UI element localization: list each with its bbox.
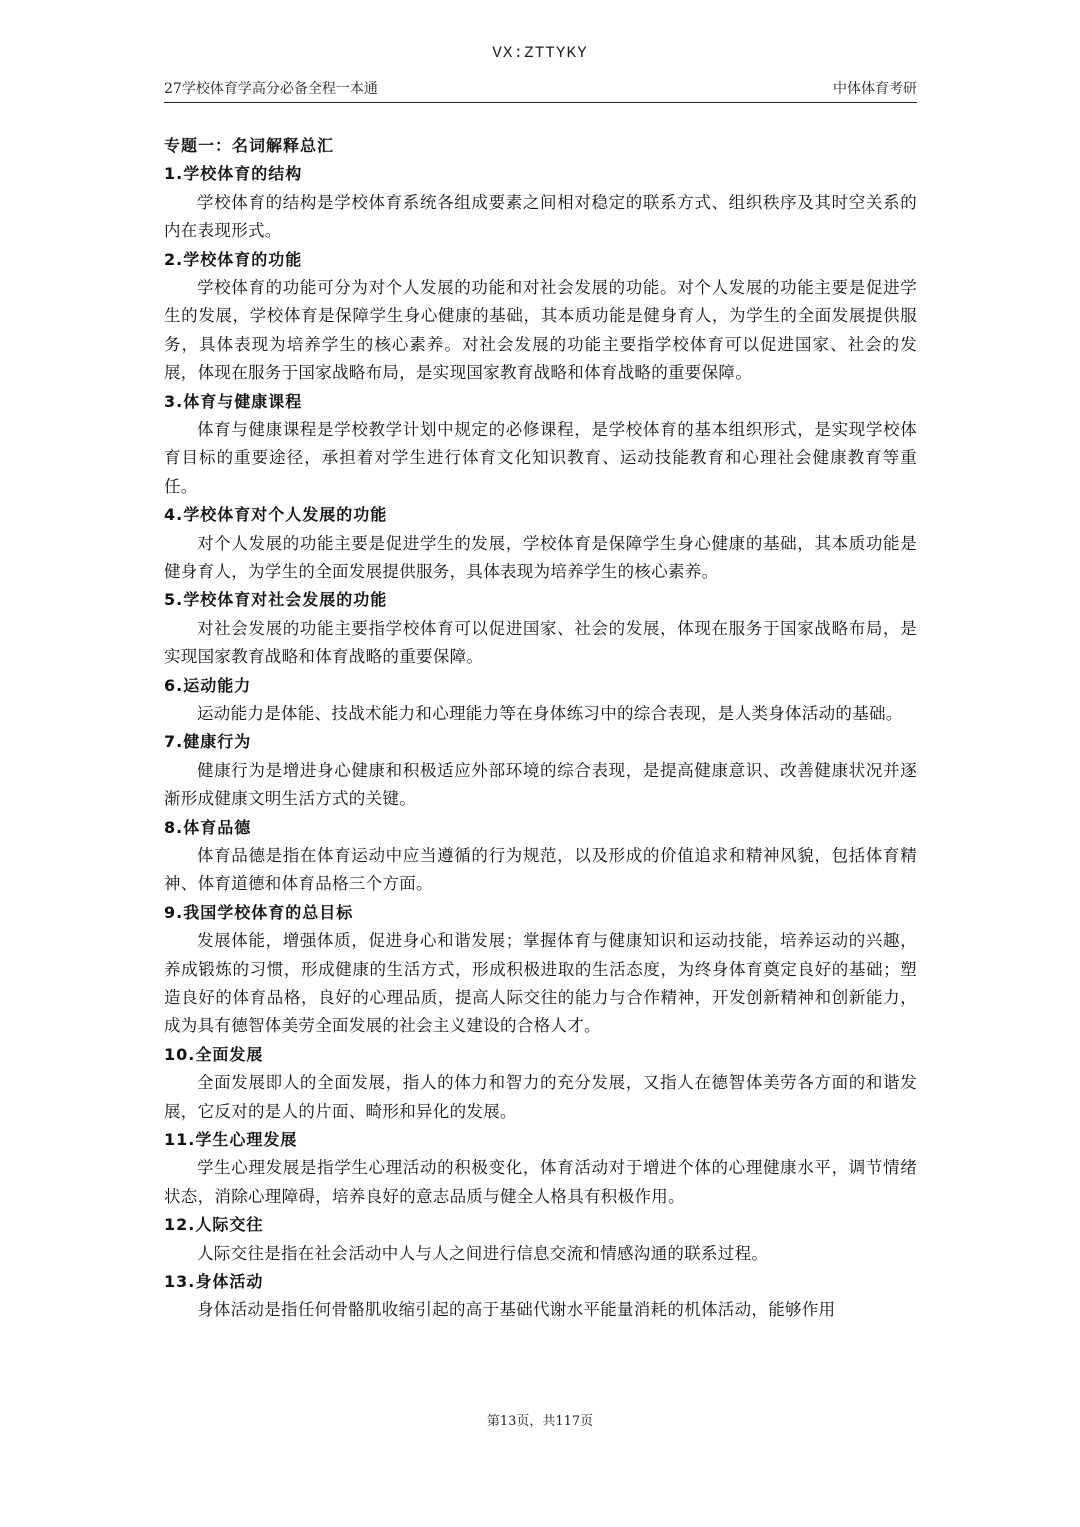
term-heading: 2.学校体育的功能 <box>164 249 303 269</box>
publisher-name: 中体体育考研 <box>833 81 917 97</box>
term-definition: 体育与健康课程是学校教学计划中规定的必修课程，是学校体育的基本组织形式，是实现学校体育目标的重要途径，承担着对学生进行体育文化知识教育、运动技能教育和心理社会健康教育等重任。 <box>164 420 917 496</box>
term-heading: 9.我国学校体育的总目标 <box>164 902 354 922</box>
term-entry <box>164 1041 917 1126</box>
term-definition: 学生心理发展是指学生心理活动的积极变化，体育活动对于增进个体的心理健康水平，调节情绪状态，消除心理障碍，培养良好的意志品质与健全人格具有积极作用。 <box>164 1158 917 1206</box>
watermark: VX:ZTTYKY <box>492 44 588 62</box>
term-heading: 1.学校体育的结构 <box>164 164 303 184</box>
book-title: 27学校体育学高分必备全程一本通 <box>164 81 378 97</box>
term-entry <box>164 388 917 502</box>
term-entry <box>164 1126 917 1211</box>
term-entry <box>164 728 917 813</box>
term-entry <box>164 246 917 388</box>
term-heading: 6.运动能力 <box>164 675 252 695</box>
term-definition: 体育品德是指在体育运动中应当遵循的行为规范，以及形成的价值追求和精神风貌，包括体育精神、体育道德和体育品格三个方面。 <box>164 846 917 894</box>
page-content <box>164 132 917 1325</box>
term-entry <box>164 672 917 729</box>
term-definition: 运动能力是体能、技战术能力和心理能力等在身体练习中的综合表现，是人类身体活动的基础。 <box>197 704 903 724</box>
term-definition: 身体活动是指任何骨骼肌收缩引起的高于基础代谢水平能量消耗的机体活动，能够作用 <box>197 1300 836 1320</box>
term-heading: 10.全面发展 <box>164 1044 264 1064</box>
term-entry <box>164 586 917 671</box>
term-heading: 11.学生心理发展 <box>164 1130 298 1150</box>
term-definition: 对个人发展的功能主要是促进学生的发展，学校体育是保障学生身心健康的基础，其本质功能是健身育人，为学生的全面发展提供服务，具体表现为培养学生的核心素养。 <box>164 533 917 582</box>
term-definition: 人际交往是指在社会活动中人与人之间进行信息交流和情感沟通的联系过程。 <box>197 1243 769 1263</box>
term-definition: 健康行为是增进身心健康和积极适应外部环境的综合表现，是提高健康意识、改善健康状况并逐渐形成健康文明生活方式的关键。 <box>164 760 917 809</box>
term-heading: 5.学校体育对社会发展的功能 <box>164 590 388 610</box>
term-entry <box>164 501 917 586</box>
page-number: 第13页，共117页 <box>486 1414 594 1429</box>
term-entry <box>164 1268 917 1325</box>
term-definition: 学校体育的功能可分为对个人发展的功能和对社会发展的功能。对个人发展的功能主要是促进学生的发展，学校体育是保障学生身心健康的基础，其本质功能是健身育人，为学生的全面发展提供服务，具体表现为培养学生的核心素养。对社会发展的功能主要指学校体育可以促进国家、社会的发展，体现在服务于国家战略布局，是实现国家教育战略和体育战略的重要保障。 <box>164 277 917 383</box>
term-definition: 发展体能，增强体质，促进身心和谐发展；掌握体育与健康知识和运动技能，培养运动的兴趣，养成锻炼的习惯，形成健康的生活方式，形成积极进取的生活态度，为终身体育奠定良好的基础；塑造良好的体育品格，良好的心理品质，提高人际交往的能力与合作精神，开发创新精神和创新能力，成为具有德智体美劳全面发展的社会主义建设的合格人才。 <box>164 931 917 1036</box>
term-heading: 7.健康行为 <box>164 732 252 752</box>
term-heading: 13.身体活动 <box>164 1272 264 1292</box>
term-definition: 对社会发展的功能主要指学校体育可以促进国家、社会的发展，体现在服务于国家战略布局，是实现国家教育战略和体育战略的重要保障。 <box>164 618 917 667</box>
term-entry <box>164 160 917 245</box>
term-heading: 3.体育与健康课程 <box>164 391 303 411</box>
term-heading: 8.体育品德 <box>164 817 252 837</box>
term-definition: 学校体育的结构是学校体育系统各组成要素之间相对稳定的联系方式、组织秩序及其时空关系的内在表现形式。 <box>164 192 917 241</box>
topic-title: 专题一：名词解释总汇 <box>164 136 335 155</box>
term-heading: 4.学校体育对个人发展的功能 <box>164 505 388 525</box>
running-header <box>164 78 917 103</box>
term-heading: 12.人际交往 <box>164 1215 264 1235</box>
term-entry <box>164 1211 917 1268</box>
term-entry <box>164 814 917 899</box>
term-definition: 全面发展即人的全面发展，指人的体力和智力的充分发展，又指人在德智体美劳各方面的和谐发展，它反对的是人的片面、畸形和异化的发展。 <box>164 1073 917 1121</box>
term-entry <box>164 899 917 1041</box>
